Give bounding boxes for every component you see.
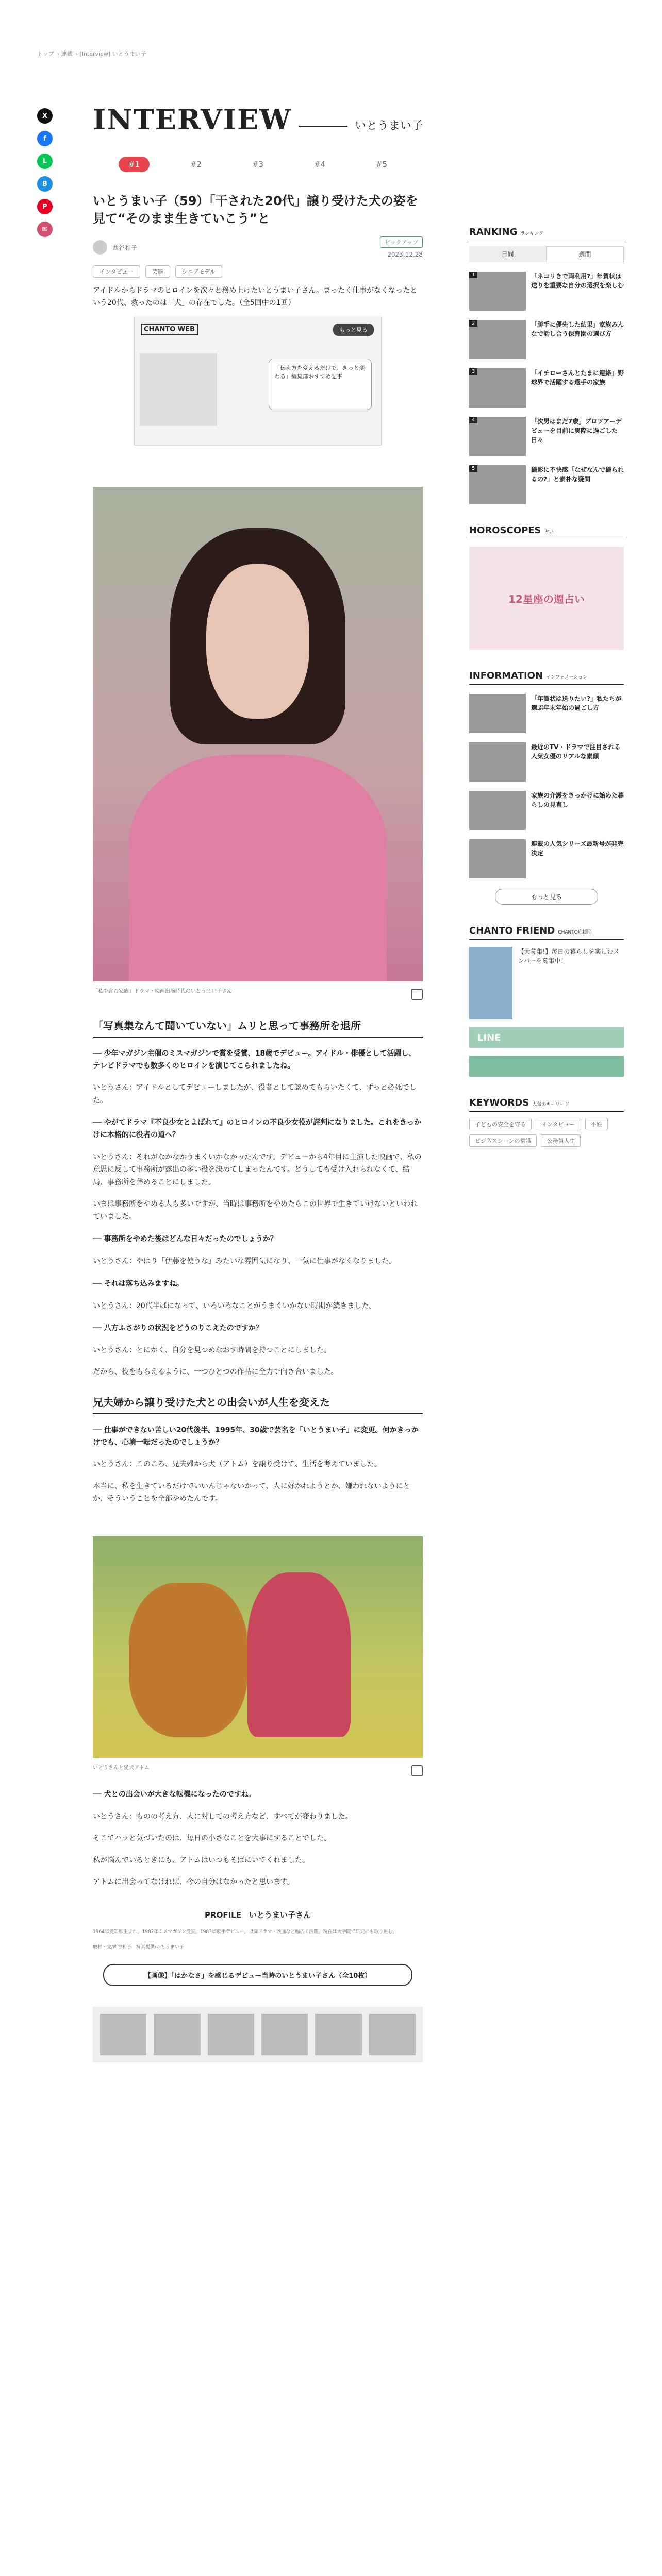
chanto-friend-image — [469, 947, 512, 1019]
horoscopes-heading: HOROSCOPES 占い — [469, 525, 624, 539]
answer: いとうさん：このころ、兄夫婦から犬（アトム）を譲り受けて、生活を考えていました。 — [93, 1460, 382, 1469]
answer: だから、役をもらえるように、一つひとつの作品に全力で向き合いました。 — [93, 1368, 338, 1377]
article-main — [93, 103, 423, 2062]
ranking-item[interactable]: 4 「次男はまだ7歳」プロツアーデビューを目前に実際に過ごした日々 — [469, 417, 624, 456]
promo-banner[interactable] — [134, 317, 382, 446]
question: ── 事務所をやめた後はどんな日々だったのでしょうか？ — [93, 1235, 277, 1244]
pickup-badge: ピックアップ — [380, 236, 423, 248]
keywords-heading: KEYWORDS 人気のキーワード — [469, 1097, 624, 1112]
answer: いとうさん：それがなかなかうまくいかなかったんです。デビューから4年目に主演した映画で、私の意思に反して事務所が露出の多い役を決めてしまったんです。どうしても受け入れられなくて、結局、事務所を辞めることにしました。 — [93, 1153, 422, 1187]
banner-more-button[interactable]: もっと見る — [333, 324, 374, 336]
question: ── やがてドラマ『不良少女とよばれて』のヒロインの不良少女役が評判になりました。これをきっかけに本格的に役者の道へ？ — [93, 1118, 422, 1140]
gallery-link-button[interactable]: 【画像】「はかなさ」を感じるデビュー当時のいとうまい子さん（全10枚） — [103, 1964, 412, 1986]
keyword-tag[interactable]: 不妊 — [585, 1118, 608, 1130]
photo-sweater — [129, 755, 387, 981]
header-rule — [299, 126, 347, 127]
dog-photo[interactable] — [93, 1536, 423, 1758]
zoom-icon[interactable] — [411, 989, 423, 1000]
interview-header — [93, 103, 423, 136]
information-heading: INFORMATION インフォメーション — [469, 670, 624, 685]
answer: いとうさん：とにかく、自分を見つめなおす時間を持つことにしました。 — [93, 1346, 331, 1354]
gallery-thumb[interactable] — [208, 2014, 254, 2055]
answer: いまは事務所をやめる人も多いですが、当時は事務所をやめたらこの世界で生きていけないといわれていました。 — [93, 1200, 418, 1221]
interview-title: INTERVIEW — [93, 103, 292, 136]
keyword-tag[interactable]: 公務員人生 — [541, 1134, 581, 1147]
interview-subtitle: いとうまい子 — [354, 120, 423, 132]
answer: いとうさん：やはり「伊藤を使うな」みたいな雰囲気になり、一気に仕事がなくなりました。 — [93, 1257, 396, 1266]
ranking-heading: RANKING ランキング — [469, 227, 624, 241]
info-item[interactable]: 連載の人気シリーズ最新号が発売決定 — [469, 839, 624, 878]
article-lead: アイドルからドラマのヒロインを次々と務め上げたいとうまい子さん。まったく仕事がなくなったという20代、救ったのは「犬」の存在でした。（全5回中の1回） — [93, 286, 418, 307]
page-tab-4[interactable]: #4 — [313, 160, 326, 169]
answer: アトムに出会ってなければ、今の自分はなかったと思います。 — [93, 1878, 294, 1887]
keyword-tag[interactable]: インタビュー — [536, 1118, 581, 1130]
info-more-button[interactable]: もっと見る — [495, 889, 598, 905]
breadcrumb-current: [Interview] いとうまい子 — [79, 50, 146, 57]
ranking-item[interactable]: 2 「勝手に優先した結果」家族みんなで話し合う保育園の選び方 — [469, 320, 624, 359]
gallery-thumbnails — [93, 2007, 423, 2062]
banner-bubble: 「伝え方を変えるだけで、きっと変わる」編集部おすすめ記事 — [269, 359, 372, 410]
fanbase-banner[interactable] — [469, 1056, 624, 1077]
question: ── それは落ち込みますね。 — [93, 1279, 184, 1288]
sidebar — [469, 227, 624, 1147]
chanto-friend-card[interactable] — [469, 947, 624, 1019]
ranking-item[interactable]: 1 「ネコリきで両利用?」年賀状は送りを重要な自分の選択を楽しむ — [469, 272, 624, 311]
answer: いとうさん：アイドルとしてデビューしましたが、役者として認めてもらいたくて、ずっと必死でした。 — [93, 1083, 417, 1105]
answer: そこでハッと気づいたのは、毎日の小さなことを大事にすることでした。 — [93, 1834, 331, 1843]
breadcrumb-home[interactable]: トップ — [37, 50, 54, 57]
banner-image — [140, 353, 217, 426]
zoom-icon[interactable] — [411, 1765, 423, 1776]
tag-item[interactable]: 芸能 — [145, 265, 170, 278]
article-meta — [93, 236, 423, 258]
tab-daily[interactable]: 日間 — [469, 246, 546, 262]
banner-logo: CHANTO WEB — [141, 324, 198, 335]
gallery-thumb[interactable] — [369, 2014, 416, 2055]
author[interactable] — [93, 240, 137, 255]
share-hatena-icon[interactable]: B — [37, 176, 53, 192]
author-name: 西谷和子 — [112, 244, 138, 251]
ranking-item[interactable]: 5 撮影に不快感「なぜなんで撮られるの?」と素朴な疑問 — [469, 465, 624, 504]
breadcrumb-series[interactable]: 連載 — [61, 50, 73, 57]
question: ── 犬との出会いが大きな転機になったのですね。 — [93, 1790, 256, 1799]
answer: 私が悩んでいるときにも、アトムはいつもそばにいてくれました。 — [93, 1856, 309, 1865]
info-item[interactable]: 家族の介護をきっかけに始めた暮らしの見直し — [469, 791, 624, 830]
chanto-friend-heading: CHANTO FRIEND CHANTO応援団 — [469, 925, 624, 940]
avatar — [93, 240, 107, 255]
breadcrumb: トップ › 連載 › [Interview] いとうまい子 — [37, 50, 146, 57]
tab-weekly[interactable]: 週間 — [546, 246, 624, 262]
gallery-thumb[interactable] — [100, 2014, 146, 2055]
page-tab-5[interactable]: #5 — [375, 160, 388, 169]
ranking-item[interactable]: 3 「イチローさんとたまに連絡」野球界で活躍する選手の家族 — [469, 368, 624, 408]
question: ── 仕事ができない苦しい20代後半。1995年、30歳で芸名を「いとうまい子」に変更。何かきっかけでも、心境一転だったのでしょうか？ — [93, 1426, 419, 1447]
info-item[interactable]: 最近のTV・ドラマで注目される人気女優のリアルな素顔 — [469, 742, 624, 782]
gallery-thumb[interactable] — [154, 2014, 200, 2055]
keyword-tag[interactable]: ビジネスシーンの常識 — [469, 1134, 537, 1147]
profile-text: 1964年愛知県生まれ。1982年ミスマガジン受賞。1983年歌手デビュー。以降ドラマ・映画など幅広く活躍。現在は大学院で研究にも取り組む。 — [93, 1929, 398, 1935]
question: ── 少年マガジン主催のミスマガジンで賞を受賞、18歳でデビュー。アイドル・俳優として活躍し、テレビドラマでも数多くのヒロインを演じてこられましたね。 — [93, 1049, 416, 1070]
section-heading-1: 「写真集なんて聞いていない」ムリと思って事務所を退所 — [93, 1018, 423, 1038]
page-tab-1[interactable]: #1 — [119, 157, 150, 172]
share-buttons — [37, 108, 58, 244]
page-tab-2[interactable]: #2 — [190, 160, 202, 169]
meta-right — [380, 236, 423, 258]
line-banner[interactable]: LINE — [469, 1027, 624, 1048]
publish-date: 2023.12.28 — [387, 251, 423, 259]
share-facebook-icon[interactable]: f — [37, 131, 53, 146]
answer: いとうさん：20代半ばになって、いろいろなことがうまくいかない時期が続きました。 — [93, 1301, 376, 1310]
share-line-icon[interactable]: L — [37, 154, 53, 169]
photo-dog — [129, 1583, 247, 1737]
answer: 本当に、私を生きているだけでいいんじゃないかって、人に好かれようとか、嫌われないようにとか、そういうことを全部やめたんです。 — [93, 1482, 410, 1503]
answer: いとうさん：ものの考え方、人に対しての考え方など、すべてが変わりました。 — [93, 1812, 353, 1821]
article-tags — [93, 265, 423, 278]
profile-heading: PROFILE いとうまい子さん — [205, 1910, 311, 1920]
question: ── 八方ふさがりの状況をどうのりこえたのですか？ — [93, 1324, 263, 1333]
gallery-thumb[interactable] — [315, 2014, 361, 2055]
photo-face — [206, 564, 309, 719]
section-heading-2: 兄夫婦から譲り受けた犬との出会いが人生を変えた — [93, 1394, 423, 1414]
horoscope-banner[interactable]: 12星座の週占い — [469, 547, 624, 650]
share-x-icon[interactable]: X — [37, 108, 53, 124]
keyword-tags — [469, 1118, 624, 1147]
credit-text: 取材・文/西谷和子 写真提供/いとうまい子 — [93, 1945, 185, 1951]
photo-caption: いとうさんと愛犬アトム — [93, 1765, 150, 1771]
info-item[interactable]: 「年賀状は送りたい?」私たちが選ぶ年末年始の過ごし方 — [469, 694, 624, 733]
tag-item[interactable]: シニアモデル — [175, 265, 222, 278]
share-pinterest-icon[interactable]: P — [37, 199, 53, 214]
gallery-thumb[interactable] — [261, 2014, 308, 2055]
ranking-tabs — [469, 246, 624, 262]
photo-caption: 「私を含む家族」ドラマ・映画出演時代のいとうまい子さん — [93, 988, 232, 994]
page-tab-3[interactable]: #3 — [252, 160, 264, 169]
main-photo[interactable] — [93, 487, 423, 981]
share-mail-icon[interactable]: ✉ — [37, 222, 53, 237]
photo-woman — [247, 1572, 351, 1737]
keyword-tag[interactable]: 子どもの安全を守る — [469, 1118, 532, 1130]
tag-item[interactable]: インタビュー — [93, 265, 140, 278]
chanto-friend-text: 【大募集!】毎日の暮らしを楽しむメンバーを募集中！ — [518, 948, 620, 964]
article-title: いとうまい子（59）「干された20代」譲り受けた犬の姿を見て“そのまま生きていこう”と — [93, 194, 418, 226]
page-tabs — [93, 157, 423, 172]
